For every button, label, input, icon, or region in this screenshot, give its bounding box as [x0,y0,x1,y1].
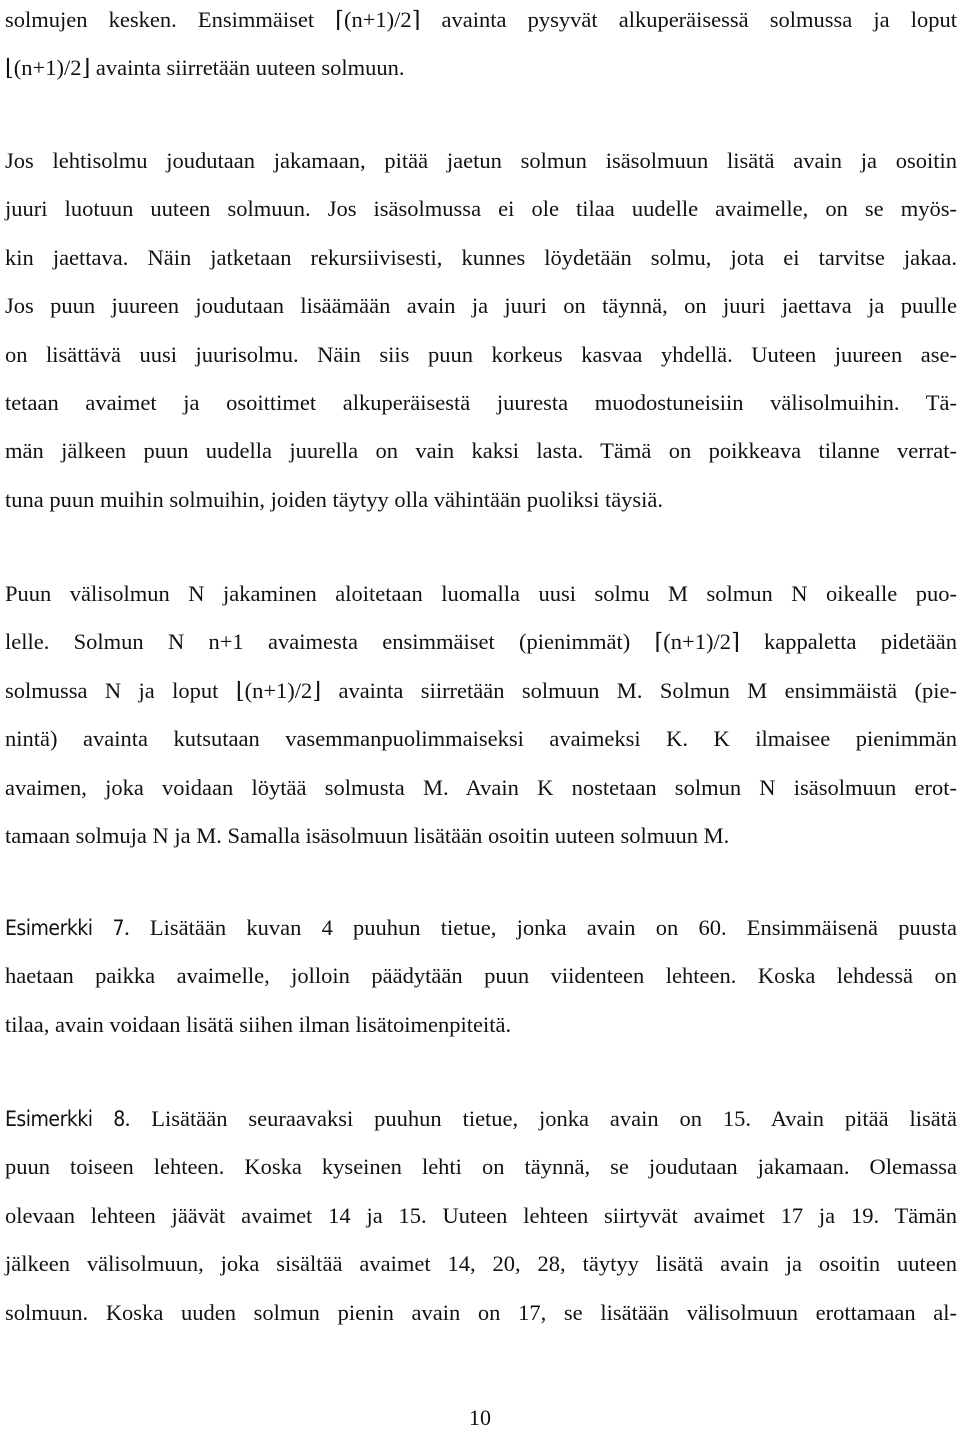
text-line: juuri luotuun uuteen solmuun. Jos isäsolmussa ei ole tilaa uudelle avaimelle, on se myös- [5,196,957,222]
example-label: Esimerkki 8 [5,1107,125,1131]
text-line: avaimen, joka voidaan löytää solmusta M. Avain K nostetaan solmun N isäsolmuun erot- [5,774,957,800]
text-line: haetaan paikka avaimelle, jolloin päädytään puun viidenteen lehteen. Koska lehdessä on [5,963,957,989]
text-line: puun toiseen lehteen. Koska kyseinen lehti on täynnä, se joudutaan jakamaan. Olemassa [5,1154,957,1180]
paragraph-split-keys [5,0,957,93]
text-line: tetaan avaimet ja osoittimet alkuperäisestä juuresta muodostuneisiin välisolmuihin. Tä- [5,390,957,416]
text-line: Puun välisolmun N jakaminen aloitetaan luomalla uusi solmu M solmun N oikealle puo- [5,581,957,606]
example-7 [5,904,957,1049]
text-line: solmujen kesken. Ensimmäiset ⌈(n+1)/2⌉ avainta pysyvät alkuperäisessä solmussa ja loput [5,7,957,32]
text-line: tuna puun muihin solmuihin, joiden täytyy olla vähintään puoliksi täysiä. [5,486,664,512]
text-line: nintä) avainta kutsutaan vasemmanpuolimmaiseksi avaimeksi K. K ilmaisee pienimmän [5,726,957,752]
example-8 [5,1095,957,1337]
text-line: lelle. Solmun N n+1 avaimesta ensimmäiset (pienimmät) ⌈(n+1)/2⌉ kappaletta pidetään [5,629,957,655]
text-line: män jälkeen puun uudella juurella on vain kaksi lasta. Tämä on poikkeava tilanne verrat- [5,438,957,464]
text-line: solmuun. Koska uuden solmun pienin avain on 17, se lisätään välisolmuun erottamaan al- [5,1299,957,1325]
text-line: Jos lehtisolmu joudutaan jakamaan, pitää jaetun solmun isäsolmuun lisätä avain ja osoitin [5,148,957,173]
text-line: solmussa N ja loput ⌊(n+1)/2⌋ avainta siirretään solmuun M. Solmun M ensimmäistä (pie- [5,677,957,703]
text-line: kin jaettava. Näin jatketaan rekursiivisesti, kunnes löydetään solmu, jota ei tarvitse jakaa. [5,244,957,270]
text-line: jälkeen välisolmuun, joka sisältää avaimet 14, 20, 28, täytyy lisätä avain ja osoitin uuteen [5,1251,957,1277]
text-line: tamaan solmuja N ja M. Samalla isäsolmuun lisätään osoitin uuteen solmuun M. [5,823,730,849]
example-text: . Lisätään kuvan 4 puuhun tietue, jonka avain on 60. Ensimmäisenä puusta [124,915,957,940]
text-line [5,1095,957,1143]
page-number: 10 [469,1405,491,1430]
text-line: Jos puun juureen joudutaan lisäämään avain ja juuri on täynnä, on juuri jaettava ja puulle [5,293,957,319]
example-label: Esimerkki 7 [5,916,125,940]
example-text: . Lisätään seuraavaksi puuhun tietue, jonka avain on 15. Avain pitää lisätä [124,1106,957,1131]
text-line: olevaan lehteen jäävät avaimet 14 ja 15. Uuteen lehteen siirtyvät avaimet 17 ja 19. Tämän [5,1202,957,1228]
text-line: ⌊(n+1)/2⌋ avainta siirretään uuteen solmuun. [5,55,405,81]
text-line: on lisättävä uusi juurisolmu. Näin siis puun korkeus kasvaa yhdellä. Uuteen juureen ase- [5,341,957,367]
text-line: tilaa, avain voidaan lisätä siihen ilman lisätoimenpiteitä. [5,1011,512,1037]
paragraph-internal-node-split [5,570,957,860]
text-line [5,904,957,952]
paragraph-leaf-split [5,137,957,524]
